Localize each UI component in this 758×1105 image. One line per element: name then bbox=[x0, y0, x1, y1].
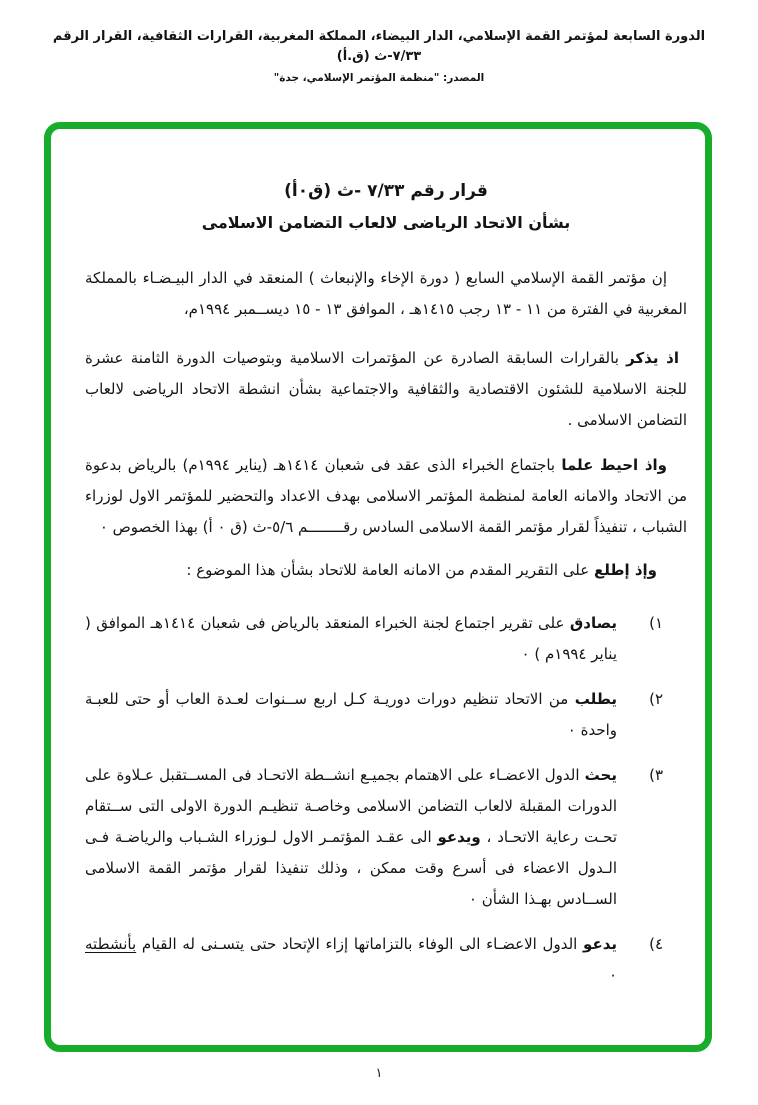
page-header bbox=[0, 27, 758, 84]
item-1-text: على تقرير اجتماع لجنة الخبراء المنعقد بالرياض فى شعبان ١٤١٤هـ الموافق ( يناير ١٩٩٤م ) ٠ bbox=[85, 614, 617, 663]
preamble-paragraph-2 bbox=[85, 343, 687, 436]
item-3-lead-2: ويدعو bbox=[437, 828, 481, 846]
preamble-2-lead: اذ يذكر bbox=[626, 349, 679, 367]
item-3-number: ٣) bbox=[649, 766, 663, 784]
operative-clauses-list bbox=[85, 608, 687, 991]
item-3-lead: يحث bbox=[584, 766, 617, 784]
item-4-number: ٤) bbox=[649, 935, 663, 953]
item-4-tail: ٠ bbox=[608, 966, 617, 984]
green-document-frame bbox=[44, 122, 712, 1052]
list-item-4 bbox=[85, 929, 687, 991]
item-2-number: ٢) bbox=[649, 690, 663, 708]
item-1-number: ١) bbox=[649, 614, 663, 632]
preamble-4-text: على التقرير المقدم من الامانه العامة للاتحاد بشأن هذا الموضوع : bbox=[186, 561, 594, 579]
preamble-3-text: باجتماع الخبراء الذى عقد فى شعبان ١٤١٤هـ (يناير ١٩٩٤م) بالرياض بدعوة من الاتحاد والامانه العامة لمنظمة المؤتمر الاسلامى بهدف الاعداد والتحضير للمؤتمر الاول لوزراء الشباب ، تنفيذاً لقرار مؤتمر القمة الاسلامى السادس رقــــــــم ٥/٦-ث (ق ٠ أ) بهذا الخصوص ٠ bbox=[85, 456, 687, 536]
item-1-lead: يصادق bbox=[569, 614, 617, 632]
preamble-paragraph-4 bbox=[85, 555, 687, 586]
preamble-paragraph-1: إن مؤتمر القمة الإسلامي السابع ( دورة الإخاء والإنبعاث ) المنعقد في الدار البيـضـاء بالمملكة المغربية في الفترة من ١١ - ١٣ رجب ١٤١٥هـ ، الموافق ١٣ - ١٥ ديســمبر ١٩٩٤م، bbox=[85, 269, 687, 318]
preamble-2-text: بالقرارات السابقة الصادرة عن المؤتمرات الاسلامية وبتوصيات الدورة الثامنة عشرة للجنة الاسلامية للشئون الاقتصادية والثقافية والاجتماعية بشأن انشطة الاتحاد الرياضى لالعاب التضامن الاسلامى . bbox=[85, 349, 687, 429]
item-4-text: الدول الاعضـاء الى الوفاء بالتزاماتها إزاء الإتحاد حتى يتسـنى له القيام bbox=[136, 935, 584, 953]
document-content bbox=[51, 129, 705, 991]
item-2-lead: يطلب bbox=[574, 690, 617, 708]
list-item-1 bbox=[85, 608, 687, 670]
resolution-title: قرار رقم ٧/٣٣ -ث (ق٠أ) bbox=[284, 181, 488, 201]
preamble-3-lead: واذ احيط علما bbox=[561, 456, 667, 474]
item-4-lead: يدعو bbox=[583, 935, 617, 953]
resolution-subject: بشأن الاتحاد الرياضى لالعاب التضامن الاسلامى bbox=[201, 213, 571, 232]
item-3-text-b: الى عقـد المؤتمـر الاول لـوزراء الشـباب والرياضـة فـى الـدول الاعضاء فى أسرع وقت ممكن ، وذلك تنفيذا لقرار مؤتمر القمة الاسلامى الســادس بهـذا الشأن ٠ bbox=[85, 828, 617, 908]
item-2-text: من الاتحاد تنظيم دورات دوريـة كـل اربع ســنوات لعـدة العاب أو حتى للعبـة واحدة ٠ bbox=[85, 690, 617, 739]
list-item-3 bbox=[85, 760, 687, 915]
item-4-underlined-word: بأنشطته bbox=[85, 935, 137, 953]
preamble-4-lead: وإذ إطلع bbox=[593, 561, 657, 579]
header-session-line: الدورة السابعة لمؤتمر القمة الإسلامي، الدار البيضاء، المملكة المغربية، القرارات الثقافية، القرار الرقم ٧/٣٣-ث (ق.أ) bbox=[52, 29, 706, 64]
item-3-text-a: الدول الاعضـاء على الاهتمام بجميـع انشــطة الاتحـاد فى المســتقبل عـلاوة على الدورات المقبلة لالعاب التضامن الاسلامى وخاصـة تنظيـم الدورة الاولى التى ســتقام تحـت رعاية الاتحـاد ، bbox=[85, 766, 617, 846]
document-page bbox=[0, 27, 758, 1105]
page-number: ١ bbox=[375, 1066, 383, 1081]
header-source-line: المصدر: "منظمة المؤتمر الإسلامي، جدة" bbox=[273, 72, 485, 84]
list-item-2 bbox=[85, 684, 687, 746]
preamble-paragraph-3 bbox=[85, 450, 687, 543]
